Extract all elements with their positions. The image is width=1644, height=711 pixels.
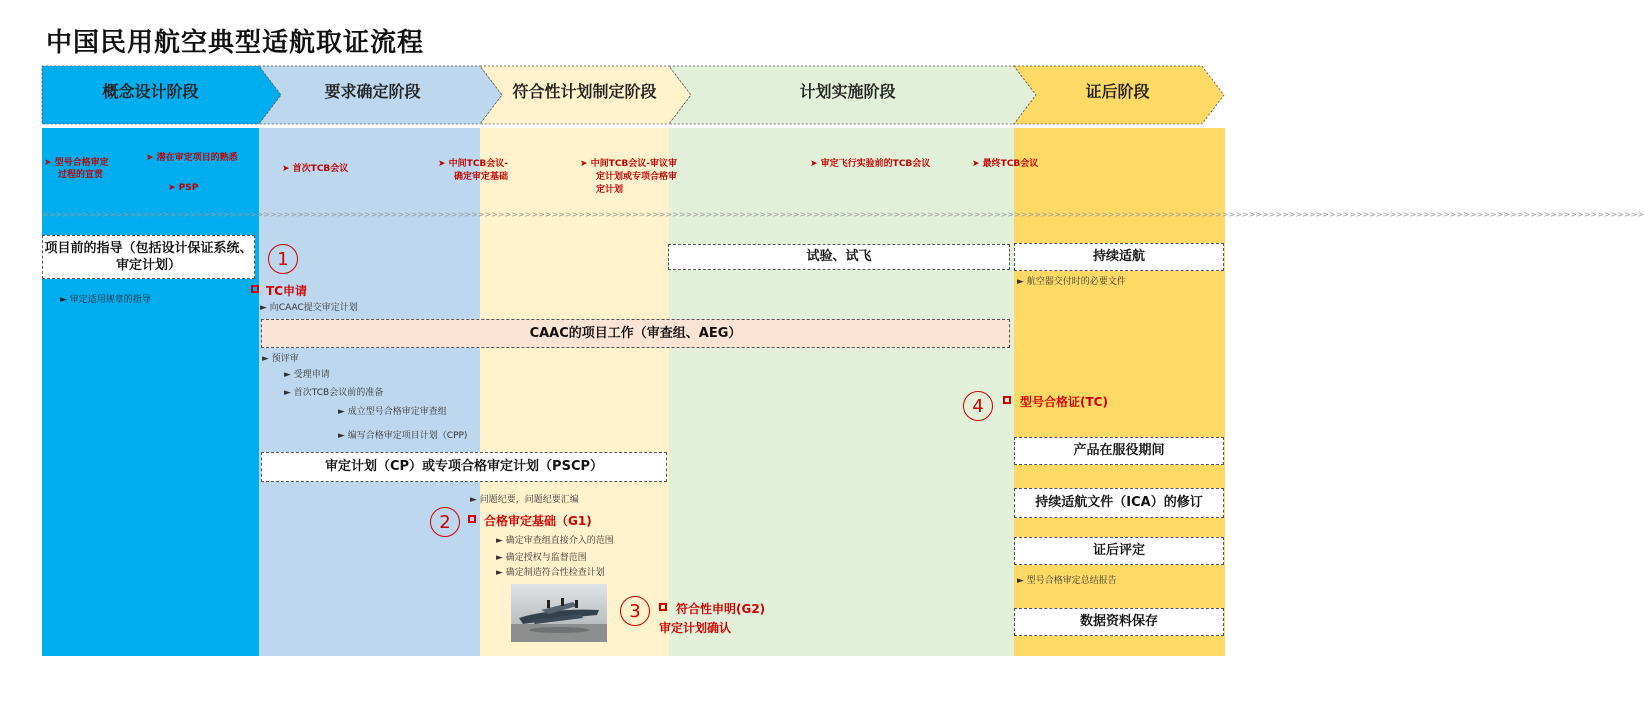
item-form-review-group: ► 成立型号合格审定审查组	[338, 407, 447, 417]
event-interim-tcb-plan-line2: 定计划或专项合格审	[596, 172, 678, 182]
milestone-1-marker	[251, 285, 259, 293]
event-pre-flight-tcb: ➤ 审定飞行实验前的TCB会议	[810, 159, 931, 169]
phase-label-compliance-planning: 符合性计划制定阶段	[512, 82, 657, 101]
certification-plan-confirmation: 审定计划确认	[659, 621, 732, 635]
column-concept	[42, 128, 259, 656]
box-data-retention: 数据资料保存	[1014, 608, 1224, 636]
phase-label-post-cert: 证后阶段	[1085, 82, 1150, 101]
type-certificate-tc: 型号合格证(TC)	[1020, 395, 1108, 409]
event-interim-tcb-basis: ➤ 中间TCB会议-	[438, 159, 509, 169]
phase-label-requirements: 要求确定阶段	[324, 82, 421, 101]
milestone-2-marker	[468, 515, 476, 523]
milestone-1-circle: 1	[268, 244, 298, 274]
item-write-cpp: ► 编写合格审定项目计划（CPP)	[338, 431, 468, 441]
page-title: 中国民用航空典型适航取证流程	[46, 28, 425, 58]
compliance-statement-g2: 符合性申明(G2)	[676, 602, 766, 616]
item-prepare-first-tcb: ► 首次TCB会议前的准备	[284, 388, 384, 398]
tc-application: TC申请	[266, 284, 307, 298]
milestone-3-circle: 3	[620, 596, 650, 626]
box-project-guidance: 项目前的指导（包括设计保证系统、审定计划）	[42, 235, 255, 279]
box-continued-airworthiness: 持续适航	[1014, 243, 1224, 271]
item-tc-summary-report: ► 型号合格审定总结报告	[1017, 576, 1117, 586]
item-submit-plan: ► 向CAAC提交审定计划	[260, 303, 358, 313]
event-first-tcb: ➤ 首次TCB会议	[282, 164, 349, 174]
event-tc-briefing: ➤ 型号合格审定	[44, 158, 109, 168]
item-regulation-guidance: ► 审定适用规章的指导	[60, 295, 151, 305]
event-psp: ➤ PSP	[168, 183, 199, 193]
box-ica-revision: 持续适航文件（ICA）的修订	[1014, 488, 1224, 518]
box-caac-project-work: CAAC的项目工作（审查组、AEG）	[261, 319, 1010, 348]
milestone-2-circle: 2	[430, 507, 460, 537]
event-final-tcb: ➤ 最终TCB会议	[972, 159, 1039, 169]
item-scope-direct-involvement: ► 确定审查组直接介入的范围	[496, 536, 614, 546]
phase-label-implementation: 计划实施阶段	[799, 82, 896, 101]
item-conformity-inspection-plan: ► 确定制造符合性检查计划	[496, 568, 605, 578]
box-in-service: 产品在服役期间	[1014, 437, 1224, 465]
phase-banner	[0, 0, 1268, 128]
milestone-4-circle: 4	[963, 391, 993, 421]
box-certification-plan: 审定计划（CP）或专项合格审定计划（PSCP）	[261, 452, 667, 482]
item-pre-review: ► 预评审	[262, 354, 299, 364]
box-post-cert-evaluation: 证后评定	[1014, 537, 1224, 565]
item-accept-application: ► 受理申请	[284, 370, 330, 380]
event-familiarization: ➤ 潜在审定项目的熟悉	[146, 153, 238, 163]
event-interim-tcb-plan: ➤ 中间TCB会议-审议审	[580, 159, 678, 169]
event-interim-tcb-basis-line2: 确定审定基础	[454, 172, 509, 182]
event-interim-tcb-plan-line3: 定计划	[596, 185, 624, 195]
item-scope-delegation: ► 确定授权与监督范围	[496, 553, 587, 563]
item-delivery-documents: ► 航空器交付时的必要文件	[1017, 277, 1126, 287]
timeline-arrow-row: >>>>>>>>>>>>>>>>>>>>>>>>>>>>>>>>>>>>>>>>>>>>>>>>>>>>>>>>>>>>>>>>>>>>>>>>>>>>>>>>>>>>>>>>>>>>>>>>>>>>>>>>>>>>>>>>>>>>>>>>>>>>>>>>>>>>>>>>>>>>>>>>>>>>>>>>>>>>>>>>>>>>>>>>>>>>>>>>>>>>>>>>>>>>>>>>>>>>>>>>>>>>>>>>>>>>>>>>>>>>>>>>>>>>>>>>>>>>>>>	[42, 210, 1644, 219]
item-issue-papers: ► 问题纪要，问题纪要汇编	[470, 495, 579, 505]
milestone-4-marker	[1003, 396, 1011, 404]
column-implementation	[669, 128, 1014, 656]
certification-basis-g1: 合格审定基础（G1)	[484, 514, 592, 528]
milestone-3-marker	[659, 603, 667, 611]
aircraft-image	[511, 584, 607, 642]
box-tests-flight-tests: 试验、试飞	[668, 244, 1010, 270]
phase-label-concept: 概念设计阶段	[102, 82, 199, 101]
event-tc-briefing-line2: 过程的宣贯	[58, 170, 104, 180]
